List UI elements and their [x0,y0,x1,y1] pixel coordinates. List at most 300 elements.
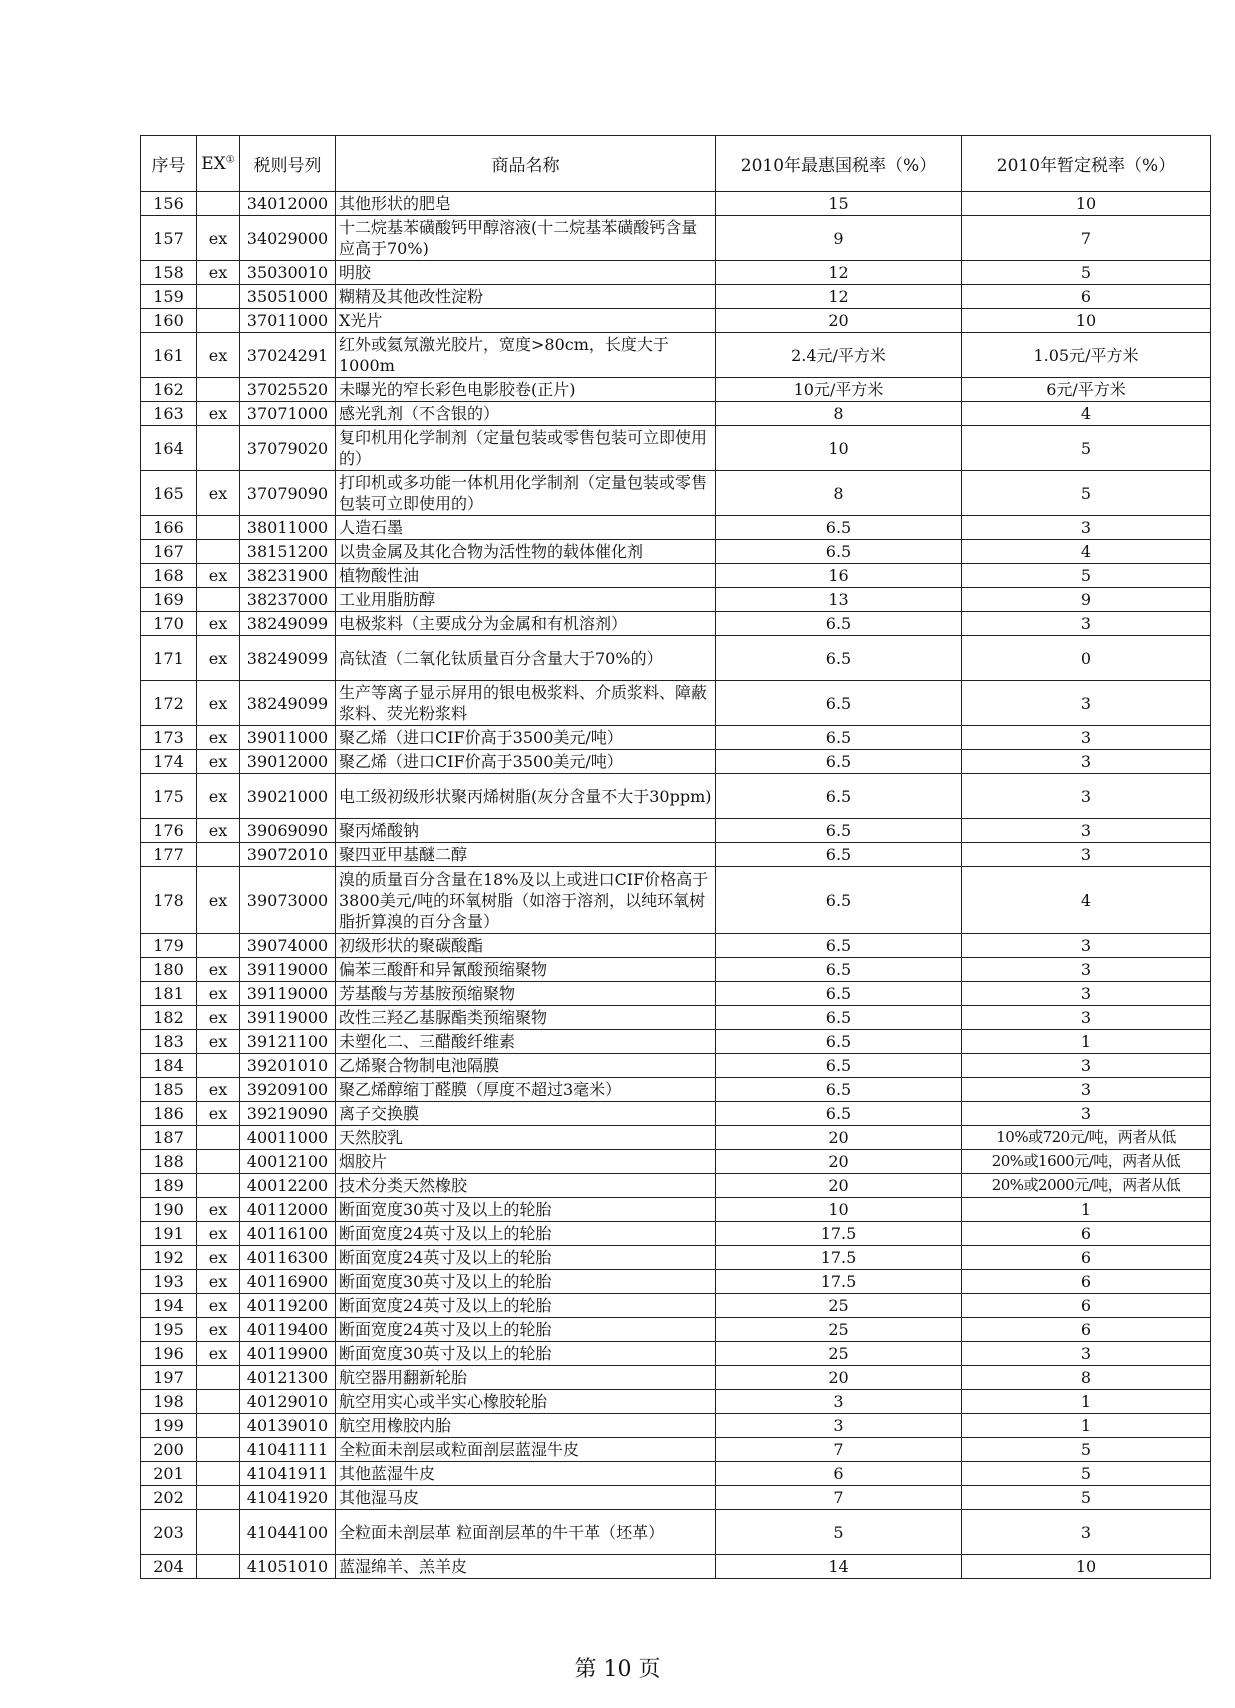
ex-cell: ex [197,216,240,261]
provisional-rate-cell: 1 [962,1414,1211,1438]
table-row [141,1438,1211,1462]
mfn-rate-cell: 6.5 [716,982,962,1006]
seq-cell: 181 [141,982,197,1006]
seq-cell: 195 [141,1318,197,1342]
table-row [141,402,1211,426]
mfn-rate-cell: 12 [716,285,962,309]
tariff-code-cell: 40012100 [240,1150,336,1174]
seq-cell: 172 [141,681,197,726]
ex-cell: ex [197,1198,240,1222]
tariff-code-cell: 39209100 [240,1078,336,1102]
table-row [141,612,1211,636]
table-row [141,540,1211,564]
provisional-rate-cell: 1 [962,1198,1211,1222]
mfn-rate-cell: 6.5 [716,1006,962,1030]
seq-cell: 166 [141,516,197,540]
tariff-code-cell: 38249099 [240,636,336,681]
product-name-cell: 人造石墨 [336,516,716,540]
product-name-cell: 未塑化二、三醋酸纤维素 [336,1030,716,1054]
provisional-rate-cell: 6元/平方米 [962,378,1211,402]
product-name-cell: 断面宽度24英寸及以上的轮胎 [336,1318,716,1342]
provisional-rate-cell: 3 [962,516,1211,540]
table-row [141,819,1211,843]
tariff-code-cell: 41041111 [240,1438,336,1462]
seq-cell: 182 [141,1006,197,1030]
table-row [141,750,1211,774]
provisional-rate-cell: 5 [962,1462,1211,1486]
table-row [141,1390,1211,1414]
seq-cell: 177 [141,843,197,867]
ex-cell: ex [197,1342,240,1366]
ex-cell [197,1054,240,1078]
seq-cell: 187 [141,1126,197,1150]
ex-cell: ex [197,726,240,750]
tariff-code-cell: 38151200 [240,540,336,564]
product-name-cell: X光片 [336,309,716,333]
table-row [141,636,1211,681]
seq-cell: 204 [141,1555,197,1579]
tariff-code-cell: 39012000 [240,750,336,774]
seq-cell: 168 [141,564,197,588]
header-provisional-rate: 2010年暂定税率（%） [962,136,1211,192]
table-row [141,1006,1211,1030]
table-row [141,1246,1211,1270]
ex-cell: ex [197,1294,240,1318]
table-row [141,1030,1211,1054]
ex-cell [197,1174,240,1198]
seq-cell: 175 [141,774,197,819]
tariff-code-cell: 39011000 [240,726,336,750]
provisional-rate-cell: 3 [962,1078,1211,1102]
mfn-rate-cell: 6.5 [716,1078,962,1102]
seq-cell: 156 [141,192,197,216]
mfn-rate-cell: 20 [716,1174,962,1198]
seq-cell: 176 [141,819,197,843]
ex-cell [197,1486,240,1510]
ex-cell [197,588,240,612]
header-ex-label: EX [201,153,226,174]
header-ex [197,136,240,192]
tariff-code-cell: 35051000 [240,285,336,309]
mfn-rate-cell: 6.5 [716,819,962,843]
tariff-code-cell: 39219090 [240,1102,336,1126]
ex-cell [197,934,240,958]
tariff-code-cell: 41041920 [240,1486,336,1510]
provisional-rate-cell: 6 [962,285,1211,309]
provisional-rate-cell: 20%或1600元/吨，两者从低 [962,1150,1211,1174]
provisional-rate-cell: 0 [962,636,1211,681]
tariff-code-cell: 35030010 [240,261,336,285]
ex-cell: ex [197,1030,240,1054]
table-row [141,1150,1211,1174]
tariff-code-cell: 40121300 [240,1366,336,1390]
provisional-rate-cell: 6 [962,1270,1211,1294]
table-row [141,1198,1211,1222]
provisional-rate-cell: 5 [962,1438,1211,1462]
product-name-cell: 技术分类天然橡胶 [336,1174,716,1198]
seq-cell: 186 [141,1102,197,1126]
table-row [141,1270,1211,1294]
provisional-rate-cell: 20%或2000元/吨，两者从低 [962,1174,1211,1198]
mfn-rate-cell: 6.5 [716,1030,962,1054]
ex-cell: ex [197,1078,240,1102]
mfn-rate-cell: 8 [716,402,962,426]
product-name-cell: 蓝湿绵羊、羔羊皮 [336,1555,716,1579]
tariff-code-cell: 37079020 [240,426,336,471]
ex-cell [197,516,240,540]
seq-cell: 180 [141,958,197,982]
table-row [141,1102,1211,1126]
tariff-code-cell: 39069090 [240,819,336,843]
product-name-cell: 其他蓝湿牛皮 [336,1462,716,1486]
product-name-cell: 工业用脂肪醇 [336,588,716,612]
tariff-code-cell: 40011000 [240,1126,336,1150]
seq-cell: 162 [141,378,197,402]
tariff-code-cell: 39121100 [240,1030,336,1054]
product-name-cell: 全粒面未剖层革 粒面剖层革的牛干革（坯革） [336,1510,716,1555]
product-name-cell: 断面宽度24英寸及以上的轮胎 [336,1294,716,1318]
provisional-rate-cell: 3 [962,1510,1211,1555]
mfn-rate-cell: 20 [716,309,962,333]
seq-cell: 167 [141,540,197,564]
product-name-cell: 电极浆料（主要成分为金属和有机溶剂） [336,612,716,636]
tariff-code-cell: 40119400 [240,1318,336,1342]
product-name-cell: 断面宽度30英寸及以上的轮胎 [336,1342,716,1366]
tariff-code-cell: 40119900 [240,1342,336,1366]
provisional-rate-cell: 3 [962,958,1211,982]
header-product-name: 商品名称 [336,136,716,192]
provisional-rate-cell: 5 [962,261,1211,285]
product-name-cell: 断面宽度30英寸及以上的轮胎 [336,1198,716,1222]
table-row [141,1486,1211,1510]
header-seq: 序号 [141,136,197,192]
mfn-rate-cell: 25 [716,1342,962,1366]
seq-cell: 171 [141,636,197,681]
mfn-rate-cell: 7 [716,1438,962,1462]
tariff-code-cell: 37071000 [240,402,336,426]
mfn-rate-cell: 6.5 [716,867,962,934]
ex-cell: ex [197,1270,240,1294]
ex-cell: ex [197,1102,240,1126]
table-row [141,309,1211,333]
mfn-rate-cell: 6.5 [716,958,962,982]
table-row [141,261,1211,285]
product-name-cell: 感光乳剂（不含银的） [336,402,716,426]
tariff-code-cell: 38237000 [240,588,336,612]
tariff-code-cell: 40129010 [240,1390,336,1414]
provisional-rate-cell: 3 [962,1342,1211,1366]
tariff-code-cell: 40012200 [240,1174,336,1198]
tariff-code-cell: 40119200 [240,1294,336,1318]
ex-cell: ex [197,1006,240,1030]
mfn-rate-cell: 10元/平方米 [716,378,962,402]
tariff-code-cell: 39073000 [240,867,336,934]
table-row [141,681,1211,726]
ex-cell: ex [197,750,240,774]
seq-cell: 163 [141,402,197,426]
provisional-rate-cell: 4 [962,540,1211,564]
mfn-rate-cell: 12 [716,261,962,285]
ex-footnote-mark: ① [225,153,235,165]
ex-cell [197,1366,240,1390]
provisional-rate-cell: 3 [962,1006,1211,1030]
tariff-code-cell: 40112000 [240,1198,336,1222]
table-row [141,1462,1211,1486]
mfn-rate-cell: 3 [716,1390,962,1414]
ex-cell: ex [197,261,240,285]
product-name-cell: 高钛渣（二氧化钛质量百分含量大于70%的） [336,636,716,681]
table-row [141,588,1211,612]
seq-cell: 183 [141,1030,197,1054]
mfn-rate-cell: 6.5 [716,516,962,540]
tariff-code-cell: 37025520 [240,378,336,402]
mfn-rate-cell: 25 [716,1318,962,1342]
provisional-rate-cell: 6 [962,1246,1211,1270]
table-row [141,774,1211,819]
mfn-rate-cell: 17.5 [716,1222,962,1246]
seq-cell: 165 [141,471,197,516]
mfn-rate-cell: 6.5 [716,681,962,726]
tariff-code-cell: 38231900 [240,564,336,588]
seq-cell: 159 [141,285,197,309]
tariff-code-cell: 37011000 [240,309,336,333]
ex-cell: ex [197,564,240,588]
mfn-rate-cell: 16 [716,564,962,588]
mfn-rate-cell: 6.5 [716,934,962,958]
seq-cell: 173 [141,726,197,750]
mfn-rate-cell: 20 [716,1366,962,1390]
table-row [141,1414,1211,1438]
provisional-rate-cell: 1.05元/平方米 [962,333,1211,378]
mfn-rate-cell: 6 [716,1462,962,1486]
seq-cell: 160 [141,309,197,333]
provisional-rate-cell: 6 [962,1318,1211,1342]
ex-cell [197,285,240,309]
mfn-rate-cell: 6.5 [716,612,962,636]
seq-cell: 201 [141,1462,197,1486]
table-row [141,726,1211,750]
mfn-rate-cell: 20 [716,1126,962,1150]
tariff-code-cell: 37079090 [240,471,336,516]
ex-cell: ex [197,774,240,819]
table-row [141,1294,1211,1318]
product-name-cell: 十二烷基苯磺酸钙甲醇溶液(十二烷基苯磺酸钙含量应高于70%) [336,216,716,261]
provisional-rate-cell: 4 [962,867,1211,934]
table-row [141,958,1211,982]
tariff-code-cell: 39119000 [240,958,336,982]
provisional-rate-cell: 3 [962,934,1211,958]
provisional-rate-cell: 6 [962,1294,1211,1318]
product-name-cell: 电工级初级形状聚丙烯树脂(灰分含量不大于30ppm) [336,774,716,819]
tariff-code-cell: 41041911 [240,1462,336,1486]
mfn-rate-cell: 13 [716,588,962,612]
provisional-rate-cell: 8 [962,1366,1211,1390]
mfn-rate-cell: 5 [716,1510,962,1555]
provisional-rate-cell: 7 [962,216,1211,261]
table-row [141,1342,1211,1366]
table-row [141,471,1211,516]
product-name-cell: 聚丙烯酸钠 [336,819,716,843]
ex-cell [197,1438,240,1462]
product-name-cell: 航空用橡胶内胎 [336,1414,716,1438]
product-name-cell: 初级形状的聚碳酸酯 [336,934,716,958]
table-row [141,867,1211,934]
seq-cell: 194 [141,1294,197,1318]
mfn-rate-cell: 17.5 [716,1246,962,1270]
seq-cell: 178 [141,867,197,934]
mfn-rate-cell: 15 [716,192,962,216]
provisional-rate-cell: 5 [962,471,1211,516]
ex-cell [197,540,240,564]
product-name-cell: 红外或氦氖激光胶片，宽度>80cm，长度大于1000m [336,333,716,378]
product-name-cell: 聚四亚甲基醚二醇 [336,843,716,867]
provisional-rate-cell: 3 [962,819,1211,843]
product-name-cell: 聚乙烯醇缩丁醛膜（厚度不超过3毫米） [336,1078,716,1102]
mfn-rate-cell: 6.5 [716,843,962,867]
seq-cell: 189 [141,1174,197,1198]
product-name-cell: 植物酸性油 [336,564,716,588]
table-row [141,192,1211,216]
table-row [141,843,1211,867]
seq-cell: 200 [141,1438,197,1462]
ex-cell [197,192,240,216]
tariff-code-cell: 40116100 [240,1222,336,1246]
product-name-cell: 航空器用翻新轮胎 [336,1366,716,1390]
provisional-rate-cell: 3 [962,681,1211,726]
seq-cell: 158 [141,261,197,285]
tariff-code-cell: 40116300 [240,1246,336,1270]
seq-cell: 170 [141,612,197,636]
product-name-cell: 断面宽度30英寸及以上的轮胎 [336,1270,716,1294]
provisional-rate-cell: 10 [962,309,1211,333]
product-name-cell: 明胶 [336,261,716,285]
provisional-rate-cell: 3 [962,1102,1211,1126]
table-row [141,1510,1211,1555]
tariff-code-cell: 38249099 [240,612,336,636]
seq-cell: 169 [141,588,197,612]
provisional-rate-cell: 5 [962,1486,1211,1510]
table-row [141,516,1211,540]
ex-cell [197,378,240,402]
ex-cell: ex [197,681,240,726]
mfn-rate-cell: 20 [716,1150,962,1174]
tariff-code-cell: 39201010 [240,1054,336,1078]
tariff-code-cell: 34029000 [240,216,336,261]
mfn-rate-cell: 10 [716,426,962,471]
table-row [141,1318,1211,1342]
provisional-rate-cell: 3 [962,1054,1211,1078]
seq-cell: 179 [141,934,197,958]
ex-cell [197,843,240,867]
table-row [141,426,1211,471]
product-name-cell: 全粒面未剖层或粒面剖层蓝湿牛皮 [336,1438,716,1462]
ex-cell: ex [197,402,240,426]
mfn-rate-cell: 6.5 [716,636,962,681]
provisional-rate-cell: 5 [962,564,1211,588]
tariff-code-cell: 34012000 [240,192,336,216]
ex-cell [197,1390,240,1414]
ex-cell: ex [197,636,240,681]
ex-cell: ex [197,1318,240,1342]
product-name-cell: 离子交换膜 [336,1102,716,1126]
seq-cell: 197 [141,1366,197,1390]
product-name-cell: 糊精及其他改性淀粉 [336,285,716,309]
mfn-rate-cell: 17.5 [716,1270,962,1294]
ex-cell: ex [197,333,240,378]
product-name-cell: 聚乙烯（进口CIF价高于3500美元/吨） [336,750,716,774]
provisional-rate-cell: 1 [962,1030,1211,1054]
tariff-code-cell: 38011000 [240,516,336,540]
seq-cell: 203 [141,1510,197,1555]
ex-cell: ex [197,1246,240,1270]
mfn-rate-cell: 8 [716,471,962,516]
provisional-rate-cell: 10%或720元/吨，两者从低 [962,1126,1211,1150]
mfn-rate-cell: 14 [716,1555,962,1579]
tariff-code-cell: 39021000 [240,774,336,819]
mfn-rate-cell: 7 [716,1486,962,1510]
table-row [141,934,1211,958]
product-name-cell: 以贵金属及其化合物为活性物的载体催化剂 [336,540,716,564]
seq-cell: 191 [141,1222,197,1246]
seq-cell: 188 [141,1150,197,1174]
product-name-cell: 乙烯聚合物制电池隔膜 [336,1054,716,1078]
tariff-code-cell: 41044100 [240,1510,336,1555]
seq-cell: 184 [141,1054,197,1078]
mfn-rate-cell: 6.5 [716,750,962,774]
table-row [141,285,1211,309]
seq-cell: 161 [141,333,197,378]
provisional-rate-cell: 3 [962,982,1211,1006]
table-row [141,982,1211,1006]
seq-cell: 199 [141,1414,197,1438]
table-body [141,192,1211,1579]
provisional-rate-cell: 1 [962,1390,1211,1414]
table-row [141,1555,1211,1579]
ex-cell [197,426,240,471]
product-name-cell: 断面宽度24英寸及以上的轮胎 [336,1246,716,1270]
seq-cell: 193 [141,1270,197,1294]
mfn-rate-cell: 3 [716,1414,962,1438]
ex-cell: ex [197,867,240,934]
product-name-cell: 其他形状的肥皂 [336,192,716,216]
table-row [141,1222,1211,1246]
product-name-cell: 芳基酸与芳基胺预缩聚物 [336,982,716,1006]
tariff-table [140,135,1211,1579]
ex-cell [197,1555,240,1579]
mfn-rate-cell: 9 [716,216,962,261]
ex-cell: ex [197,471,240,516]
header-tariff-code: 税则号列 [240,136,336,192]
seq-cell: 185 [141,1078,197,1102]
mfn-rate-cell: 6.5 [716,540,962,564]
product-name-cell: 天然胶乳 [336,1126,716,1150]
ex-cell [197,1510,240,1555]
tariff-code-cell: 41051010 [240,1555,336,1579]
table-row [141,378,1211,402]
mfn-rate-cell: 6.5 [716,774,962,819]
seq-cell: 157 [141,216,197,261]
mfn-rate-cell: 2.4元/平方米 [716,333,962,378]
tariff-code-cell: 40139010 [240,1414,336,1438]
header-mfn-rate: 2010年最惠国税率（%） [716,136,962,192]
seq-cell: 192 [141,1246,197,1270]
tariff-code-cell: 39119000 [240,982,336,1006]
product-name-cell: 未曝光的窄长彩色电影胶卷(正片) [336,378,716,402]
product-name-cell: 断面宽度24英寸及以上的轮胎 [336,1222,716,1246]
mfn-rate-cell: 25 [716,1294,962,1318]
mfn-rate-cell: 6.5 [716,1054,962,1078]
seq-cell: 174 [141,750,197,774]
